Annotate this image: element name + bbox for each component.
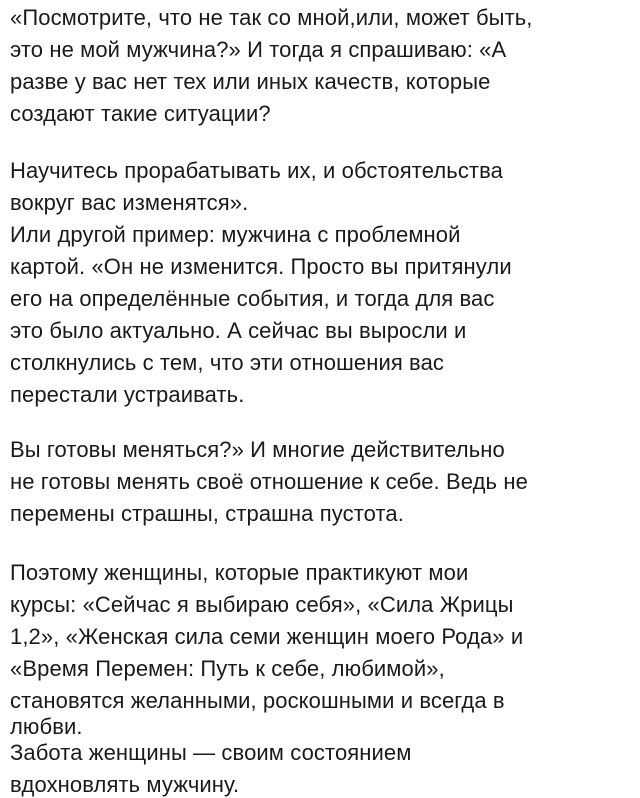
text-line-24: любви. (10, 714, 83, 739)
text-line-8: Или другой пример: мужчина с проблемной (10, 222, 461, 247)
text-line-16: не готовы менять своё отношение к себе. Ведь не (10, 469, 528, 494)
text-line-21: 1,2», «Женская сила семи женщин моего Рода» и (10, 624, 524, 649)
text-line-25: Забота женщины — своим состоянием (10, 740, 412, 765)
text-line-9: картой. «Он не изменится. Просто вы притянули (10, 254, 512, 279)
text-line-11: это было актуально. А сейчас вы выросли и (10, 318, 467, 343)
text-line-17: перемены страшны, страшна пустота. (10, 501, 404, 526)
text-line-3: разве у вас нет тех или иных качеств, которые (10, 69, 491, 94)
text-line-22: «Время Перемен: Путь к себе, любимой», (10, 656, 445, 681)
text-line-13: перестали устраивать. (10, 382, 245, 407)
text-line-4: создают такие ситуации? (10, 101, 271, 126)
text-line-1: «Посмотрите, что не так со мной,или, может быть, (10, 5, 533, 30)
text-line-2: это не мой мужчина?» И тогда я спрашиваю: «А (10, 37, 507, 62)
text-line-15: Вы готовы меняться?» И многие действительно (10, 437, 505, 462)
text-line-10: его на определённые события, и тогда для вас (10, 286, 495, 311)
text-line-26: вдохновлять мужчину. (10, 772, 240, 797)
text-line-23: становятся желанными, роскошными и всегда в (10, 688, 505, 713)
text-line-20: курсы: «Сейчас я выбираю себя», «Сила Жрицы (10, 592, 514, 617)
text-line-19: Поэтому женщины, которые практикуют мои (10, 560, 469, 585)
text-line-6: Научитесь прорабатывать их, и обстоятельства (10, 158, 503, 183)
text-line-7: вокруг вас изменятся». (10, 190, 249, 215)
text-line-12: столкнулись с тем, что эти отношения вас (10, 350, 445, 375)
